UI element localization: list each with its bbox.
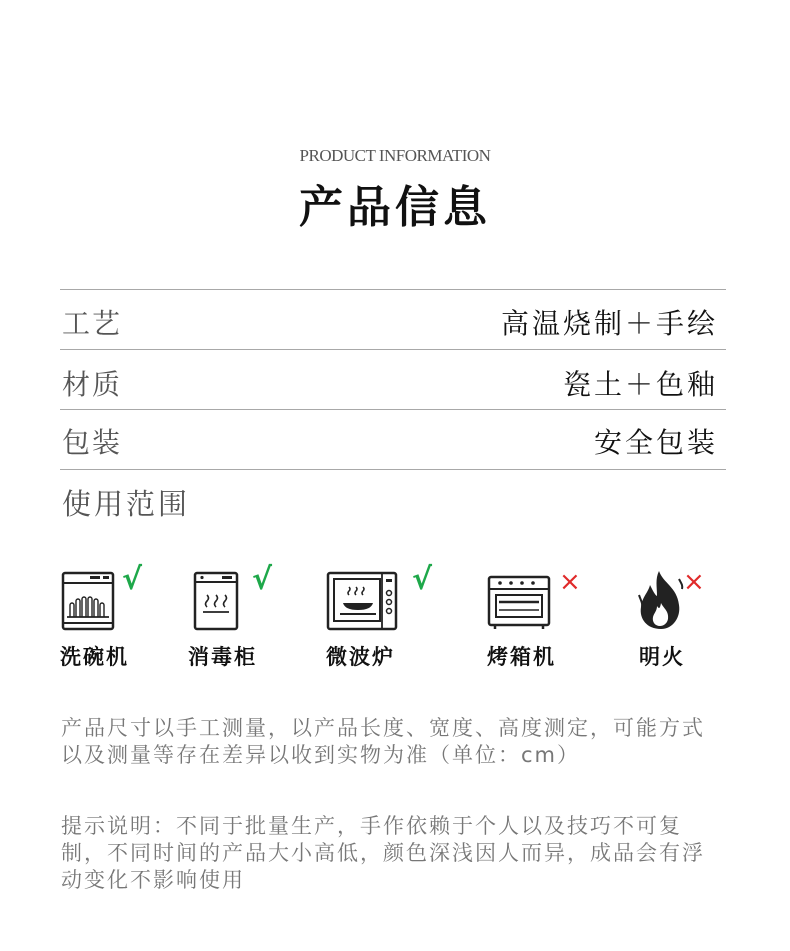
section-eyebrow: PRODUCT INFORMATION — [299, 146, 491, 165]
not-allowed-cross-icon: × — [683, 567, 705, 597]
allowed-check-icon: √ — [412, 562, 433, 597]
allowed-check-icon: √ — [252, 562, 273, 597]
spec-value: 瓷土＋色釉 — [562, 368, 718, 401]
page-title: 产品信息 — [299, 182, 491, 233]
divider — [60, 289, 726, 290]
spec-label: 材质 — [62, 368, 123, 401]
spec-value: 安全包装 — [593, 426, 718, 459]
usage-item-label: 消毒柜 — [188, 645, 257, 669]
usage-item-label: 明火 — [639, 645, 685, 669]
usage-icons — [0, 562, 790, 675]
usage-item-label: 洗碗机 — [60, 645, 129, 669]
usage-item-label: 微波炉 — [326, 645, 395, 669]
divider — [60, 409, 726, 410]
not-allowed-cross-icon: × — [559, 567, 581, 597]
spec-label: 包装 — [62, 426, 123, 459]
allowed-check-icon: √ — [122, 562, 143, 597]
measurement-note: 产品尺寸以手工测量，以产品长度、宽度、高度测定，可能方式以及测量等存在差异以收到实物为准（单位：cm） — [61, 716, 705, 767]
divider — [60, 469, 726, 470]
spec-label: 工艺 — [62, 307, 123, 340]
spec-value: 高温烧制＋手绘 — [500, 307, 718, 340]
usage-item-label: 烤箱机 — [487, 645, 556, 669]
handmade-tips-note: 提示说明：不同于批量生产，手作依赖于个人以及技巧不可复制，不同时间的产品大小高低，颜色深浅因人而异，成品会有浮动变化不影响使用 — [61, 814, 705, 892]
divider — [60, 349, 726, 350]
usage-section-label: 使用范围 — [62, 487, 191, 521]
